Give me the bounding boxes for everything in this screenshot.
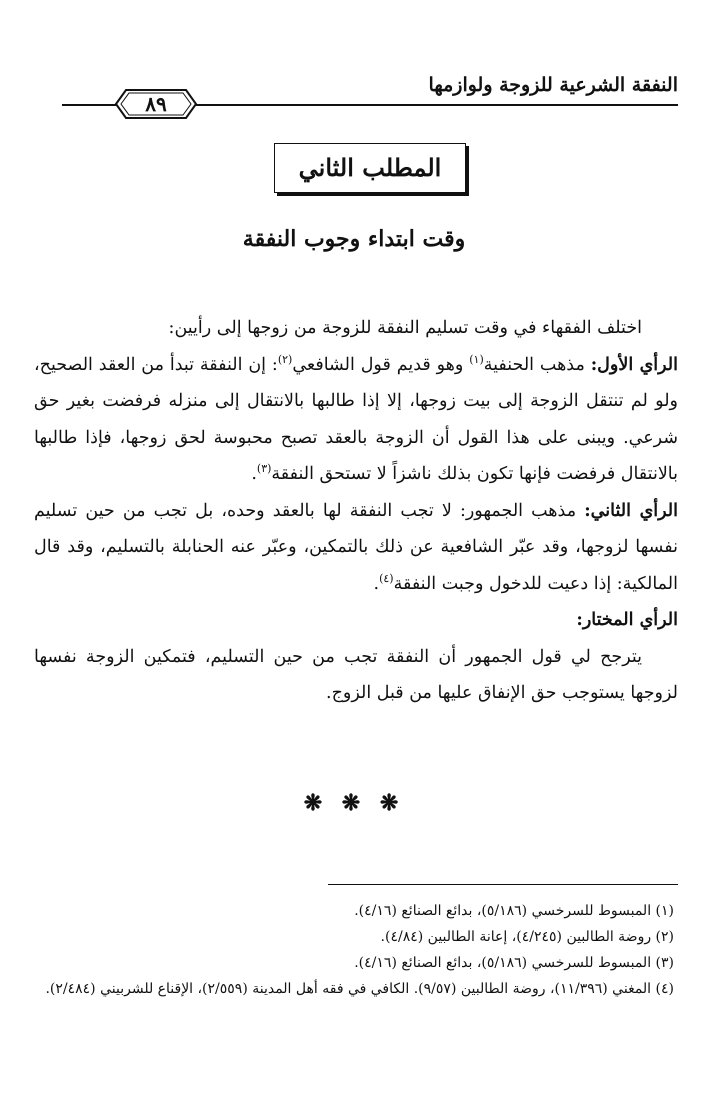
footnote-ref: (٤) (379, 571, 394, 585)
footnotes (34, 898, 674, 1002)
section-title: المطلب الثاني (274, 143, 466, 193)
opinion-2-text: مذهب الجمهور: لا تجب النفقة لها بالعقد وحده، بل تجب من حين تسليم نفسها لزوجها، وقد عبّر الشافعية عن ذلك بالتمكين، وعبّر عنه الحنابلة بالتسليم، وقد قال المالكية: إذا دعيت للدخول وجبت النفقة (34, 500, 678, 594)
page-number-badge (112, 86, 200, 122)
footnote-rule (328, 884, 678, 885)
chapter-heading: وقت ابتداء وجوب النفقة (242, 226, 466, 252)
section-separator: ❋ ❋ ❋ (303, 790, 405, 816)
page-number: ٨٩ (145, 92, 167, 116)
opinion-1-label: الرأي الأول: (590, 354, 678, 375)
opinion-2-paragraph (34, 493, 678, 603)
header-rule-left (62, 104, 116, 106)
opinion-1-text-c: : إن النفقة تبدأ من العقد الصحيح، ولو لم تنتقل الزوجة إلى بيت زوجها، إلا إذا طالبها بالانتقال إلى منزله فرفضت بغير حق شرعي. ويبنى على هذا القول أن الزوجة بالعقد تصبح محبوسة لحق زوجها، فإذا طالبها بالانتقال فرفضت فإنها تكون بذلك ناشزاً لا تستحق النفقة (34, 354, 678, 484)
opinion-2-label: الرأي الثاني: (584, 500, 678, 521)
header-rule (196, 104, 678, 106)
footnote-1: (١) المبسوط للسرخسي (٥/١٨٦)، بدائع الصنائع (٤/١٦). (354, 903, 674, 919)
opinion-1-text-a: مذهب الحنفية (483, 354, 591, 375)
running-title: النفقة الشرعية للزوجة ولوازمها (428, 74, 678, 96)
intro-paragraph: اختلف الفقهاء في وقت تسليم النفقة للزوجة من زوجها إلى رأيين: (168, 318, 642, 338)
opinion-1-text-b: وهو قديم قول الشافعي (292, 354, 470, 375)
footnote-ref: (٢) (277, 352, 293, 366)
opinion-2-end: . (373, 573, 380, 594)
opinion-1-end: . (251, 464, 257, 484)
opinion-1-paragraph (34, 347, 678, 493)
footnote-3: (٣) المبسوط للسرخسي (٥/١٨٦)، بدائع الصنائع (٤/١٦). (354, 955, 674, 971)
body-text (34, 310, 678, 712)
footnote-ref: (٣) (256, 462, 272, 476)
chosen-opinion-label: الرأي المختار: (576, 610, 678, 630)
chosen-opinion-text: يترجح لي قول الجمهور أن النفقة تجب من حين التسليم، فتمكين الزوجة نفسها لزوجها يستوجب حق الإنفاق عليها من قبل الزوج. (34, 646, 678, 703)
footnote-2: (٢) روضة الطالبين (٤/٢٤٥)، إعانة الطالبين (٤/٨٤). (380, 929, 674, 945)
footnote-4: (٤) المغني (١١/٣٩٦)، روضة الطالبين (٩/٥٧). الكافي في فقه أهل المدينة (٢/٥٥٩)، الإقناع للشربيني (٢/٤٨٤). (45, 981, 674, 997)
footnote-ref: (١) (469, 352, 484, 366)
